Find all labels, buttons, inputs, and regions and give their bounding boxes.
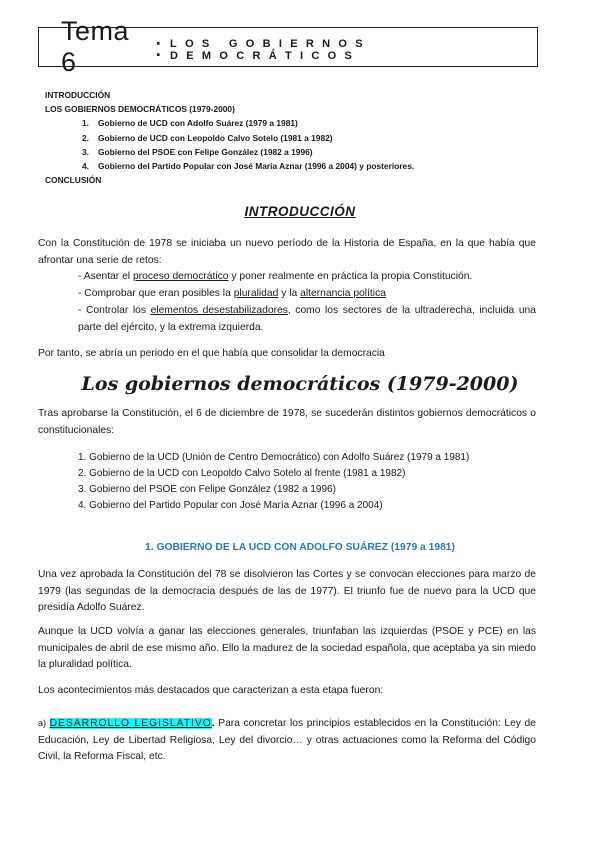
- toc-item: 3. Gobierno del PSOE con Felipe González (1982 a 1996): [82, 146, 313, 157]
- tema-subtitle: LOS GOBIERNOS DEMOCRÁTICOS: [170, 38, 371, 62]
- toc-item: 2. Gobierno de UCD con Leopoldo Calvo Sotelo (1981 a 1982): [82, 132, 333, 143]
- list-item: 4. Gobierno del Partido Popular con José María Aznar (1996 a 2004): [78, 500, 383, 511]
- seccion-1-paragraph-1: Una vez aprobada la Constitución del 78 se disolvieron las Cortes y se convocan elecciones para marzo de 1979 (las segundas de la democracia después de las de 1977). El triunfo fue de nuevo para la UCD que presidía Adolfo Suárez.: [38, 569, 536, 613]
- toc-item: 4. Gobierno del Partido Popular con José María Aznar (1996 a 2004) y posteriores.: [82, 161, 415, 172]
- table-of-contents: [45, 88, 414, 187]
- reto-3: - Controlar los elementos desestabilizadores, como los sectores de la ultraderecha, incluida una parte del ejército, y la extrema izquierda.: [78, 305, 537, 333]
- list-item: 2. Gobierno de la UCD con Leopoldo Calvo Sotelo al frente (1981 a 1982): [78, 468, 406, 479]
- list-item: 3. Gobierno del PSOE con Felipe González (1982 a 1996): [78, 484, 336, 495]
- list-item: 1. Gobierno de la UCD (Unión de Centro Democrático) con Adolfo Suárez (1979 a 1981): [78, 452, 470, 463]
- intro-conclusion-paragraph: Por tanto, se abría un periodo en el que había que consolidar la democracia: [38, 348, 385, 359]
- toc-main: LOS GOBIERNOS DEMOCRÁTICOS (1979-2000): [45, 104, 235, 115]
- seccion-1-heading: 1. GOBIERNO DE LA UCD CON ADOLFO SUÁREZ (1979 a 1981): [145, 542, 455, 553]
- desarrollo-legislativo-highlight: DESARROLLO LEGISLATIVO: [49, 718, 212, 729]
- toc-item: 1. Gobierno de UCD con Adolfo Suárez (1979 a 1981): [82, 118, 298, 129]
- title-colon: :: [154, 31, 163, 62]
- desarrollo-legislativo-paragraph: a) DESARROLLO LEGISLATIVO. Para concretar los principios establecidos en la Constitución: Ley de Educación, Ley de Libertad Religiosa, Ley del divorcio… y otras actuaciones como la Reforma del Código Civil, la Reforma Fiscal, etc.: [38, 718, 536, 762]
- intro-paragraph: Con la Constitución de 1978 se iniciaba un nuevo período de la Historia de España, en la que había que afrontar una serie de retos:: [38, 238, 536, 266]
- toc-intro: INTRODUCCIÓN: [45, 90, 111, 100]
- introduccion-heading: INTRODUCCIÓN: [244, 204, 356, 219]
- seccion-1-paragraph-2: Aunque la UCD volvía a ganar las elecciones generales, triunfaban las izquierdas (PSOE y PCE) en las municipales de abril de ese mismo año. Ello la madurez de la sociedad española, que aceptaba ya sin miedo la pluralidad política.: [38, 626, 536, 670]
- gobiernos-list: [78, 450, 469, 514]
- toc-conclusion: CONCLUSIÓN: [45, 175, 102, 186]
- reto-1: - Asentar el proceso democrático y poner realmente en práctica la propia Constitución.: [78, 271, 473, 282]
- tema-title: Tema 6: [61, 16, 130, 77]
- title-box: [38, 16, 538, 77]
- seccion-1-paragraph-3: Los acontecimientos más destacados que caracterizan a esta etapa fueron:: [38, 685, 384, 696]
- reto-2: - Comprobar que eran posibles la pluralidad y la alternancia política: [78, 288, 386, 299]
- gobiernos-paragraph: Tras aprobarse la Constitución, el 6 de diciembre de 1978, se sucederán distintos gobiernos democráticos o constitucionales:: [38, 408, 536, 436]
- gobiernos-heading: Los gobiernos democráticos (1979-2000): [81, 373, 519, 395]
